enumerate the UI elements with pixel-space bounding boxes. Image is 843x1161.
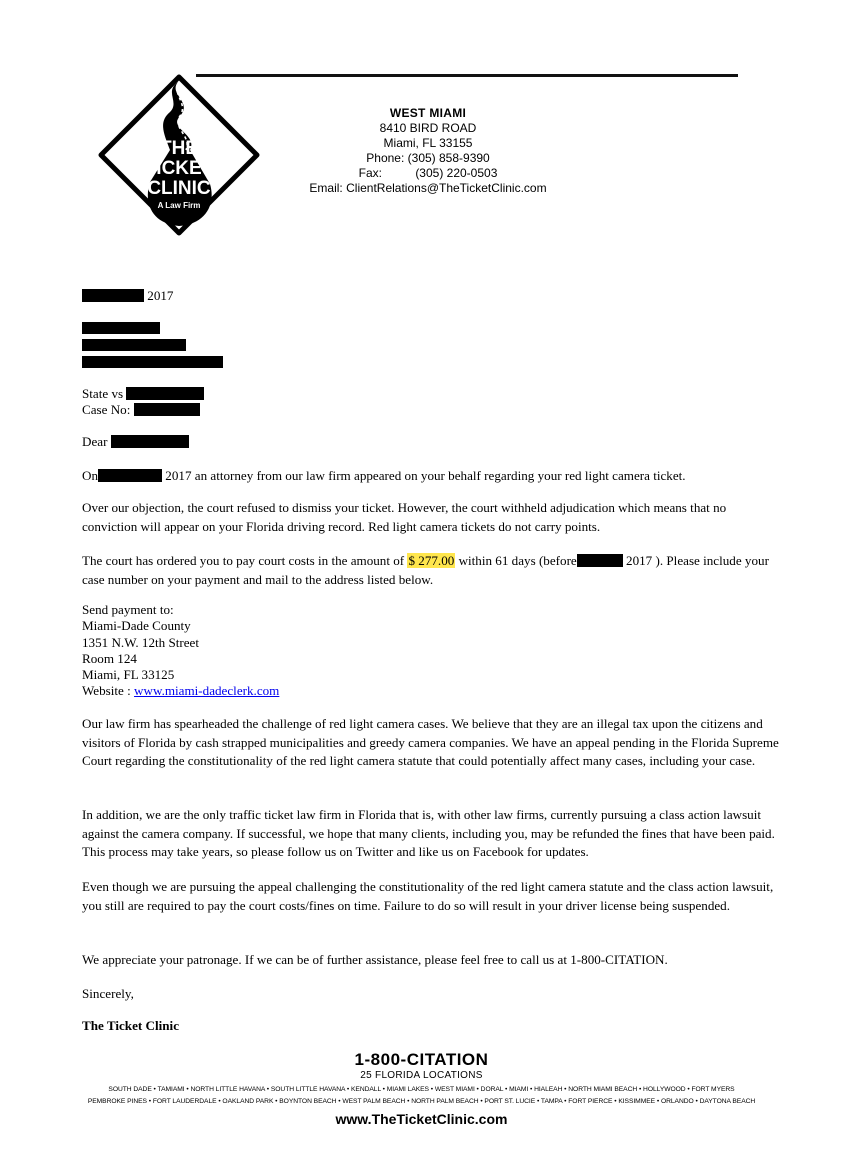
office-email: ClientRelations@TheTicketClinic.com: [346, 180, 547, 195]
office-phone-row: [300, 151, 556, 166]
office-email-label: Email:: [309, 180, 343, 195]
footer-website: www.TheTicketClinic.com: [335, 1111, 508, 1127]
closing: Sincerely,: [82, 986, 134, 1001]
payment-addr-3: Room 124: [82, 650, 137, 666]
footer-locations-line-1: SOUTH DADE • TAMIAMI • NORTH LITTLE HAVANA • SOUTH LITTLE HAVANA • KENDALL • MIAMI LAKES • WEST MIAMI • DORAL • MIAMI • HIALEAH • NORTH MIAMI BEACH • HOLLYWOOD • FORT MYERS: [108, 1086, 735, 1093]
paragraph-3-b: within 61 days (before: [458, 553, 577, 568]
website-label: Website :: [82, 683, 131, 699]
redaction-bar: [82, 289, 144, 302]
logo-text-clinic: CLINIC: [147, 178, 211, 199]
paragraph-1-text: 2017 an attorney from our law firm appeared on your behalf regarding your red light camera ticket.: [165, 468, 686, 483]
office-fax: (305) 220-0503: [415, 165, 498, 180]
footer-locations-count: 25 FLORIDA LOCATIONS: [360, 1070, 483, 1081]
logo-text-ticket: TICKET: [144, 158, 214, 179]
paragraph-6: Even though we are pursuing the appeal challenging the constitutionality of the red light camera statute and the class action lawsuit, you still are required to pay the court costs/fines on time. Failure to do so will result in your driver license being suspended.: [82, 879, 774, 913]
case-no-line: [82, 402, 200, 418]
redaction-bar: [134, 403, 200, 416]
redaction-bar: [82, 322, 160, 334]
paragraph-3-c: 2017 ). Please include your case number on your payment and mail to the address listed below.: [82, 553, 769, 587]
salutation: [82, 434, 189, 450]
case-no-label: Case No:: [82, 402, 131, 417]
redaction-bar: [577, 554, 623, 567]
paragraph-7: We appreciate your patronage. If we can be of further assistance, please feel free to call us at 1-800-CITATION.: [82, 952, 668, 967]
office-title: WEST MIAMI: [389, 106, 467, 120]
court-cost-amount: $ 277.00: [408, 553, 455, 568]
office-city: Miami, FL 33155: [383, 135, 473, 150]
office-email-row: [280, 181, 576, 196]
paragraph-5: In addition, we are the only traffic ticket law firm in Florida that is, with other law firms, currently pursuing a class action lawsuit against the camera company. If successful, we hope that many clients, including you, may be refunded the fines that have been paid. This process may take years, so please follow us on Twitter and like us on Facebook for updates.: [82, 807, 775, 860]
office-phone-label: Phone:: [366, 150, 405, 165]
logo-tagline: A Law Firm: [157, 201, 201, 210]
logo-text-the: THE: [160, 138, 198, 159]
letter-date: [82, 288, 173, 304]
footer-locations-line-2: PEMBROKE PINES • FORT LAUDERDALE • OAKLAND PARK • BOYNTON BEACH • WEST PALM BEACH • NORTH PALM BEACH • PORT ST. LUCIE • TAMPA • FORT PIERCE • KISSIMMEE • ORLANDO • DAYTONA BEACH: [87, 1098, 756, 1105]
office-fax-row: [300, 166, 556, 181]
paragraph-1-on: On: [82, 468, 99, 483]
payment-addr-1: Miami-Dade County: [82, 618, 191, 634]
office-fax-label: Fax:: [358, 165, 382, 180]
salutation-label: Dear: [82, 434, 108, 449]
paragraph-1: [82, 468, 686, 484]
payment-addr-2: 1351 N.W. 12th Street: [82, 634, 199, 650]
office-street: 8410 BIRD ROAD: [379, 120, 477, 135]
ticket-clinic-logo: [98, 74, 260, 236]
header-rule: [196, 74, 738, 77]
state-vs-line: [82, 386, 204, 402]
redaction-bar: [126, 387, 204, 400]
paragraph-2: Over our objection, the court refused to dismiss your ticket. However, the court withheld adjudication which means that no conviction will appear on your Florida driving record. Red light camera tickets do not carry points.: [82, 500, 727, 534]
redaction-bar: [98, 469, 162, 482]
paragraph-3: [82, 552, 782, 589]
payment-addr-4: Miami, FL 33125: [82, 667, 175, 683]
state-vs-label: State vs: [82, 386, 124, 401]
office-phone: (305) 858-9390: [407, 150, 490, 165]
send-payment-label: Send payment to:: [82, 602, 174, 617]
paragraph-4: Our law firm has spearheaded the challenge of red light camera cases. We believe that they are an illegal tax upon the citizens and visitors of Florida by cash strapped municipalities and greedy camera companies. We have an appeal pending in the Florida Supreme Court regarding the constitutionality of the red light camera statute that could potentially affect many cases, including your case.: [82, 716, 779, 769]
website-row: [82, 683, 782, 699]
footer-phone: 1-800-CITATION: [354, 1050, 489, 1069]
payment-address-block: [82, 602, 782, 700]
clerk-website-link[interactable]: www.miami-dadeclerk.com: [134, 683, 280, 699]
redaction-bar: [82, 356, 223, 368]
signature: The Ticket Clinic: [82, 1018, 180, 1033]
redaction-bar: [82, 339, 186, 351]
letter-date-year: 2017: [147, 288, 174, 303]
redaction-bar: [111, 435, 189, 448]
paragraph-3-a: The court has ordered you to pay court costs in the amount of: [82, 553, 405, 568]
office-address-block: [300, 106, 556, 195]
